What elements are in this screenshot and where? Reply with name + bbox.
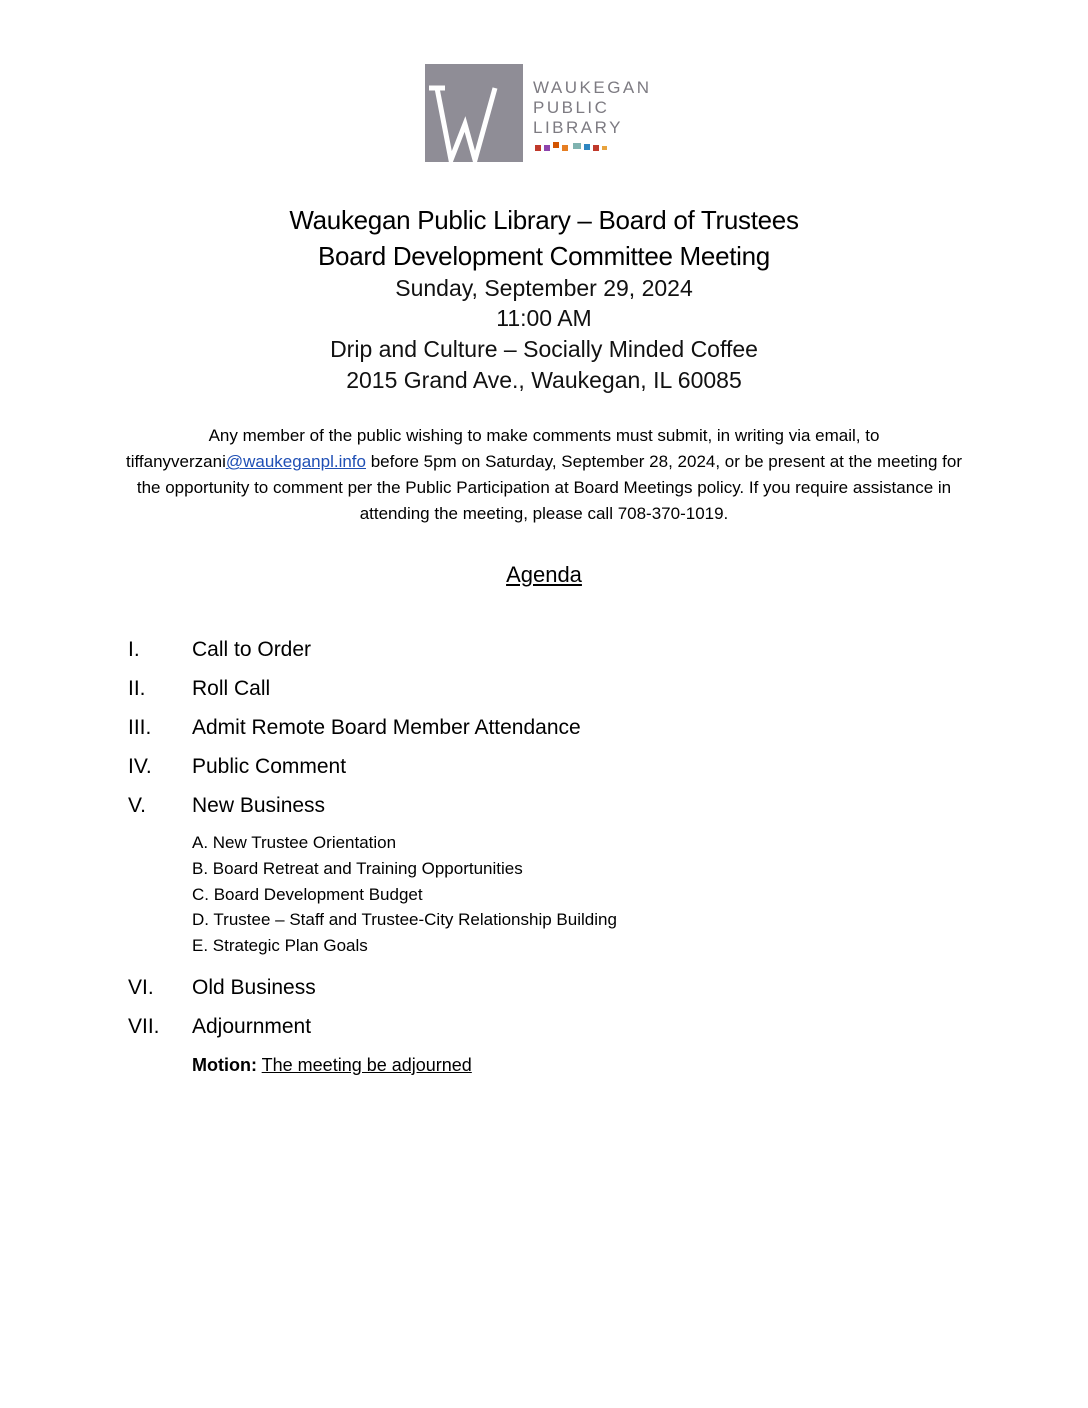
new-business-subitem: C. Board Development Budget bbox=[192, 885, 423, 904]
notice-text-2: before 5pm on Saturday, September 28, 2024, or be present at the meeting for the opportunity to comment per the Public Participation at Board Meetings policy. If you require assistance in attending the meeting, please call 708-370-1019. bbox=[136, 452, 962, 523]
logo-square bbox=[593, 145, 599, 151]
agenda-heading: Agenda bbox=[506, 562, 582, 587]
agenda-item-number: V. bbox=[128, 794, 146, 817]
adjournment-motion bbox=[192, 1053, 472, 1077]
logo-w-icon bbox=[425, 64, 523, 162]
motion-label: Motion: bbox=[192, 1055, 257, 1075]
new-business-subitem: E. Strategic Plan Goals bbox=[192, 936, 368, 955]
meeting-time: 11:00 AM bbox=[496, 305, 592, 331]
agenda-item-number: VI. bbox=[128, 976, 154, 999]
logo-wordmark bbox=[533, 78, 652, 138]
agenda-item-label: Adjournment bbox=[192, 1015, 312, 1038]
agenda-item-number: II. bbox=[128, 677, 146, 700]
logo-square bbox=[602, 146, 607, 150]
logo-square bbox=[584, 144, 590, 150]
logo-square bbox=[544, 145, 550, 151]
library-logo bbox=[425, 64, 675, 164]
agenda-item-label: Old Business bbox=[192, 976, 316, 999]
document-title: Waukegan Public Library – Board of Trustees bbox=[289, 205, 799, 235]
logo-square bbox=[573, 143, 581, 149]
meeting-address: 2015 Grand Ave., Waukegan, IL 60085 bbox=[346, 367, 742, 393]
meeting-title: Board Development Committee Meeting bbox=[318, 241, 770, 271]
notice-text-1: Any member of the public wishing to make comments must submit, in writing via email, to tiffanyverzani bbox=[126, 426, 880, 471]
new-business-subitem: D. Trustee – Staff and Trustee-City Relationship Building bbox=[192, 910, 617, 929]
meeting-venue: Drip and Culture – Socially Minded Coffee bbox=[330, 336, 758, 362]
agenda-item-label: Roll Call bbox=[192, 677, 271, 700]
new-business-subitem: B. Board Retreat and Training Opportunities bbox=[192, 859, 523, 878]
motion-text: The meeting be adjourned bbox=[261, 1055, 472, 1075]
logo-line-2: PUBLIC bbox=[533, 98, 610, 117]
logo-square bbox=[535, 145, 541, 151]
logo-square bbox=[562, 145, 568, 151]
logo-line-1: WAUKEGAN bbox=[533, 78, 652, 97]
logo-line-3: LIBRARY bbox=[533, 118, 623, 137]
agenda-item-label: Public Comment bbox=[192, 755, 347, 778]
agenda-item-label: Admit Remote Board Member Attendance bbox=[192, 716, 581, 739]
new-business-subitem: A. New Trustee Orientation bbox=[192, 833, 397, 852]
email-link[interactable]: @waukeganpl.info bbox=[225, 452, 366, 471]
agenda-item-number: IV. bbox=[128, 755, 152, 778]
agenda-item-label: Call to Order bbox=[192, 638, 312, 661]
agenda-item-number: III. bbox=[128, 716, 152, 739]
logo-w-block bbox=[425, 64, 523, 162]
logo-square bbox=[553, 142, 559, 148]
agenda-item-number: VII. bbox=[128, 1015, 160, 1038]
agenda-item-number: I. bbox=[128, 638, 140, 661]
agenda-item-label: New Business bbox=[192, 794, 326, 817]
public-comment-notice bbox=[120, 423, 968, 527]
meeting-date: Sunday, September 29, 2024 bbox=[395, 275, 693, 301]
